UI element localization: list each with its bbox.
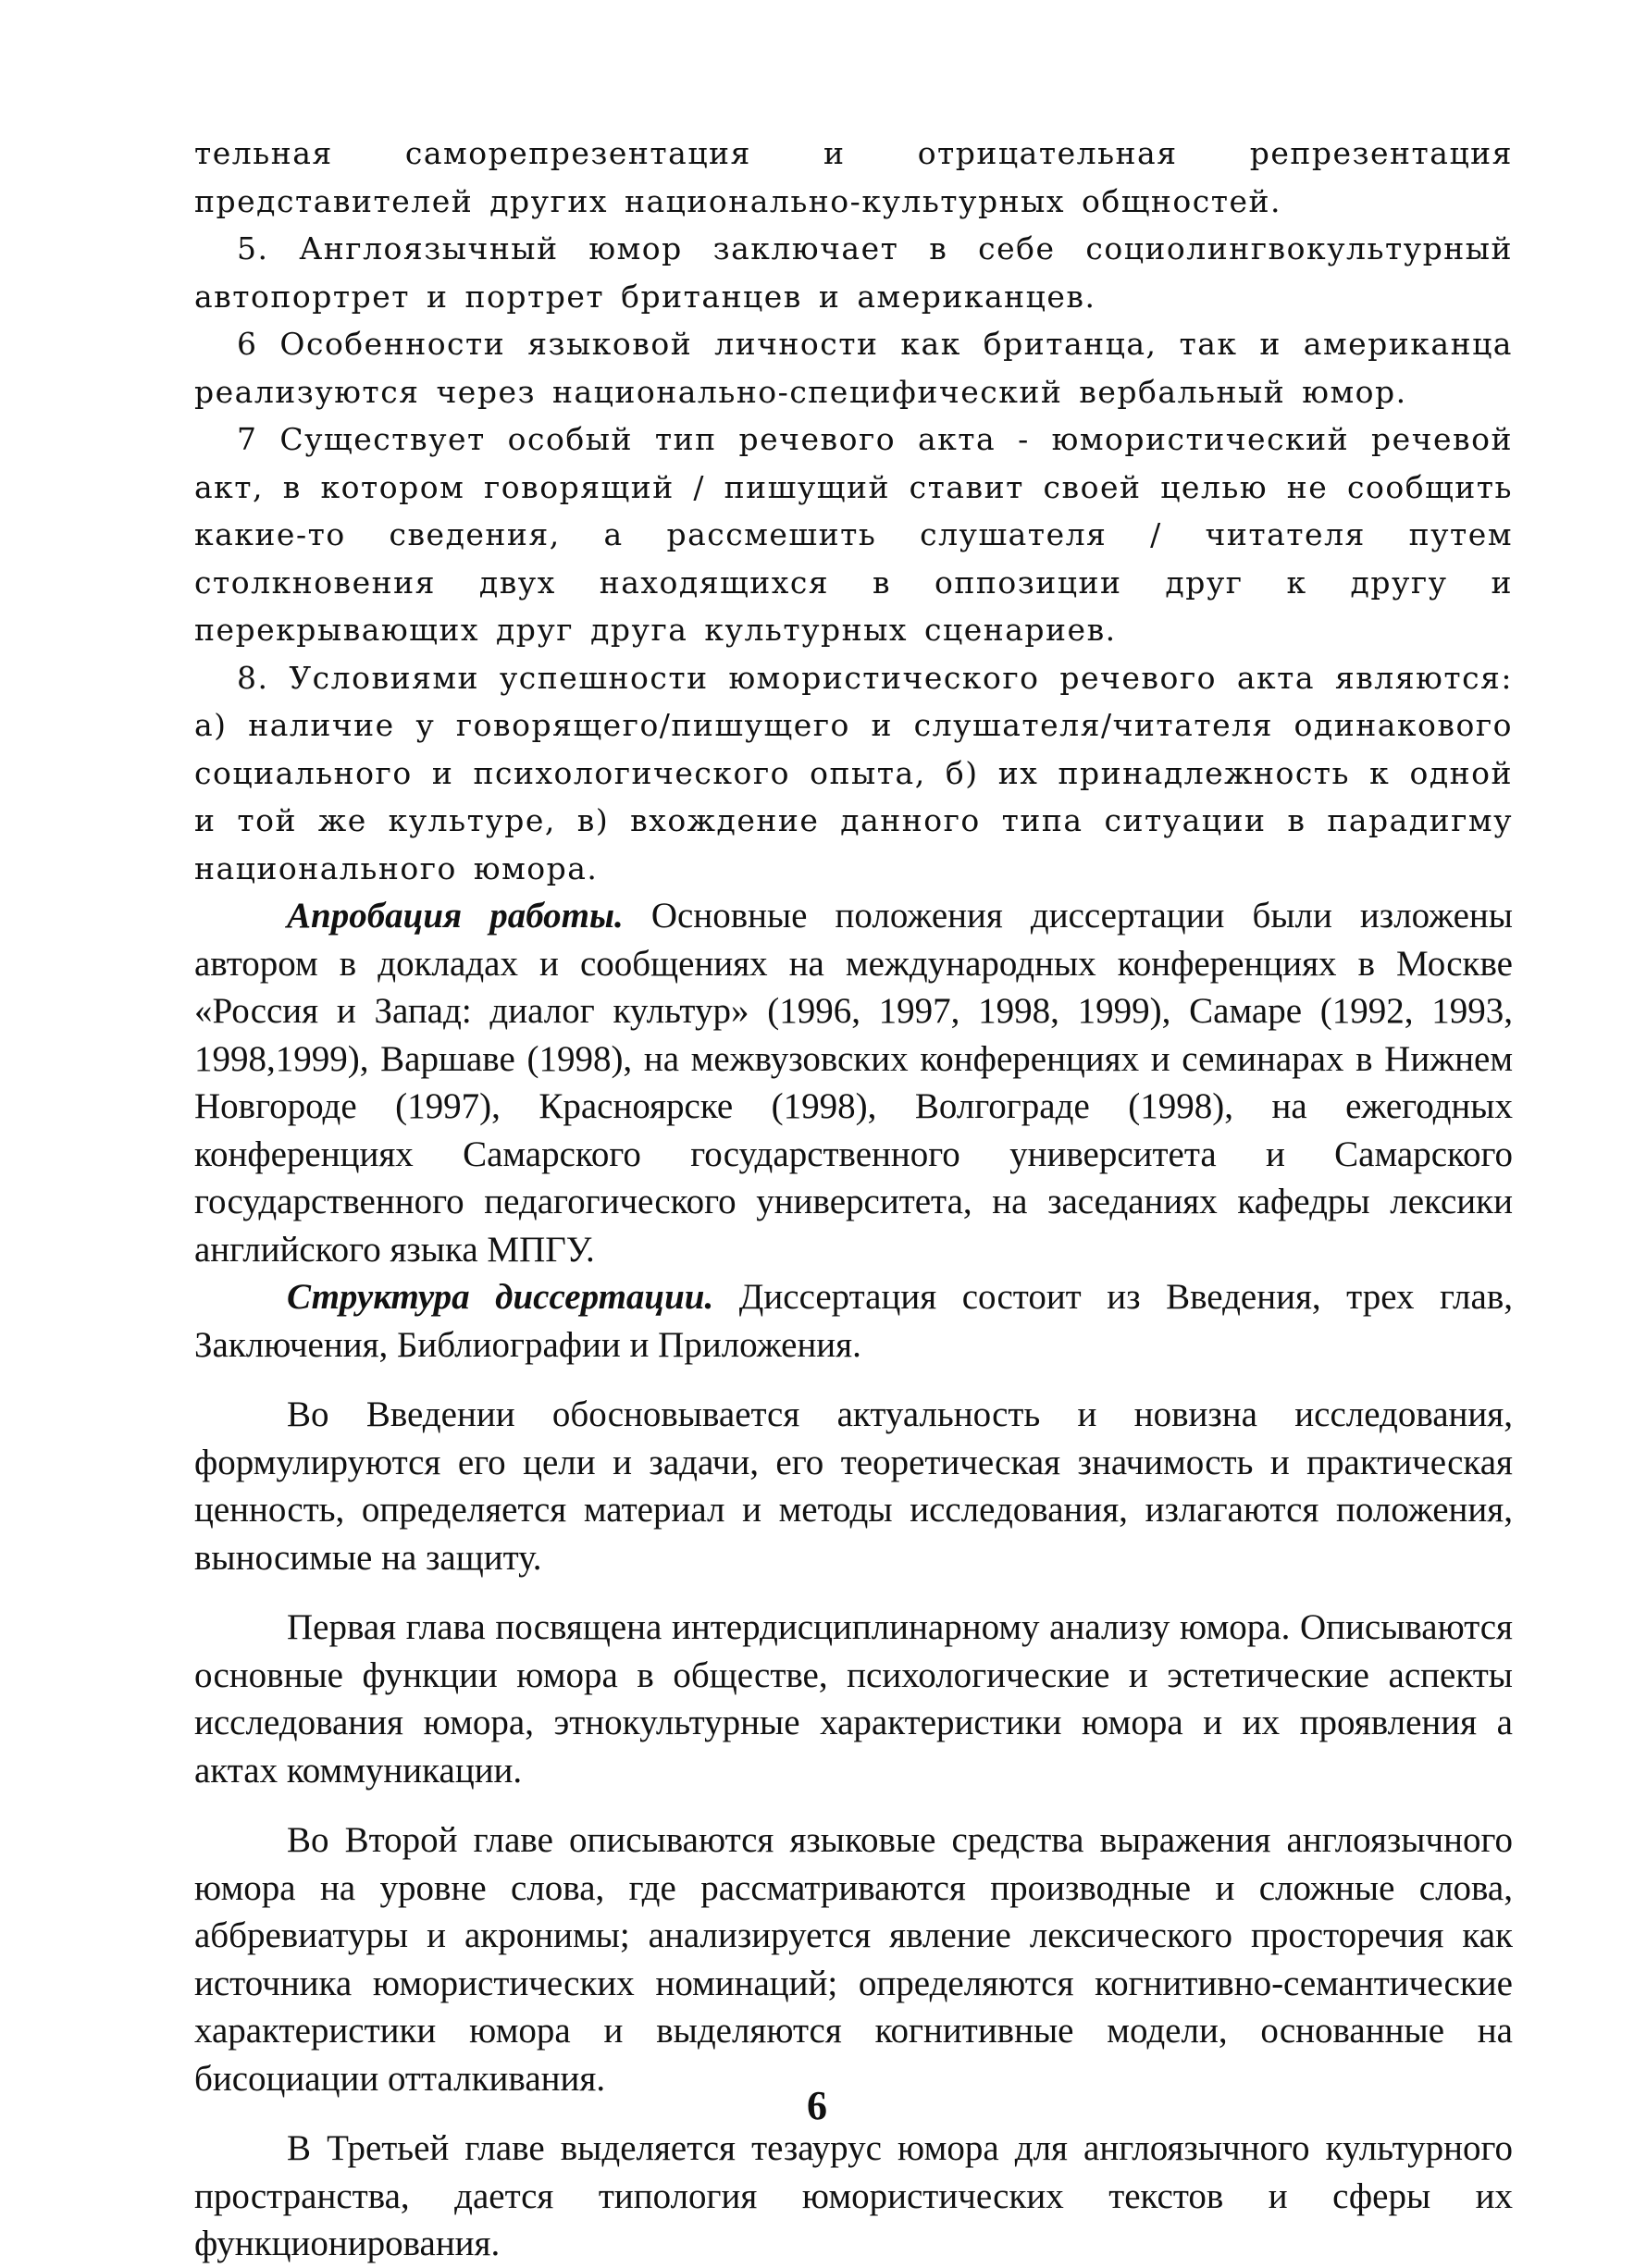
approbation-text: Основные положения диссертации были изложены автором в докладах и сообщениях на международных конференциях в Москве «Россия и Запад: диалог культур» (1996, 1997, 1998, 1999), Самаре (1992, 1993, 1998,1999), Варшаве (1998), на межвузовских конференциях и семинарах в Нижнем Новгороде (1997), Красноярске (1998), Волгограде (1998), на ежегодных конференциях Самарского государственного университета и Самарского государственного педагогического университета, на заседаниях кафедры лексики английского языка МПГУ. bbox=[194, 896, 1513, 1270]
thesis-item-5: 5. Англоязычный юмор заключает в себе социолингвокультурный автопортрет и портрет британцев и американцев. bbox=[194, 230, 1513, 315]
structure-paragraph bbox=[194, 1273, 1513, 1369]
thesis-item-7: 7 Существует особый тип речевого акта - юмористический речевой акт, в котором говорящий / пишущий ставит своей целью не сообщить какие-то сведения, а рассмешить слушателя / читателя путем столкновения двух находящихся в оппозиции друг к другу и перекрывающих друг друга культурных сценариев. bbox=[194, 421, 1513, 648]
paragraph-continuation: тельная саморепрезентация и отрицательная репрезентация представителей других национально-культурных общностей. bbox=[194, 135, 1513, 219]
page-number: 6 bbox=[807, 2083, 827, 2128]
chapter-3-summary: В Третьей главе выделяется тезаурус юмора для англоязычного культурного пространства, дается типология юмористических текстов и сферы их функционирования. bbox=[194, 2128, 1513, 2263]
intro-summary: Во Введении обосновывается актуальность и новизна исследования, формулируются его цели и задачи, его теоретическая значимость и практическая ценность, определяется материал и методы исследования, излагаются положения, выносимые на защиту. bbox=[194, 1394, 1513, 1578]
thesis-item-6: 6 Особенности языковой личности как британца, так и американца реализуются через национально-специфический вербальный юмор. bbox=[194, 326, 1513, 410]
chapter-2-summary: Во Второй главе описываются языковые средства выражения англоязычного юмора на уровне слова, где рассматриваются производные и сложные слова, аббревиатуры и акронимы; анализируется явление лексического просторечия как источника юмористических номинаций; определяются когнитивно-семантические характеристики юмора и выделяются когнитивные модели, основанные на бисоциации отталкивания. bbox=[194, 1820, 1513, 2099]
chapter-1-summary: Первая глава посвящена интердисциплинарному анализу юмора. Описываются основные функции юмора в обществе, психологические и эстетические аспекты исследования юмора, этнокультурные характеристики юмора и их проявления а актах коммуникации. bbox=[194, 1607, 1513, 1791]
structure-heading: Структура диссертации. bbox=[287, 1277, 714, 1317]
structure-text: Диссертация состоит из Введения, трех глав, Заключения, Библиографии и Приложения. bbox=[194, 1277, 1513, 1365]
approbation-paragraph bbox=[194, 892, 1513, 1273]
page-body bbox=[194, 130, 1513, 2268]
approbation-heading: Апробация работы. bbox=[287, 896, 624, 936]
thesis-item-8: 8. Условиями успешности юмористического речевого акта являются: а) наличие у говорящего/пишущего и слушателя/читателя одинакового социального и психологического опыта, б) их принадлежность к одной и той же культуре, в) вхождение данного типа ситуации в парадигму национального юмора. bbox=[194, 659, 1513, 886]
